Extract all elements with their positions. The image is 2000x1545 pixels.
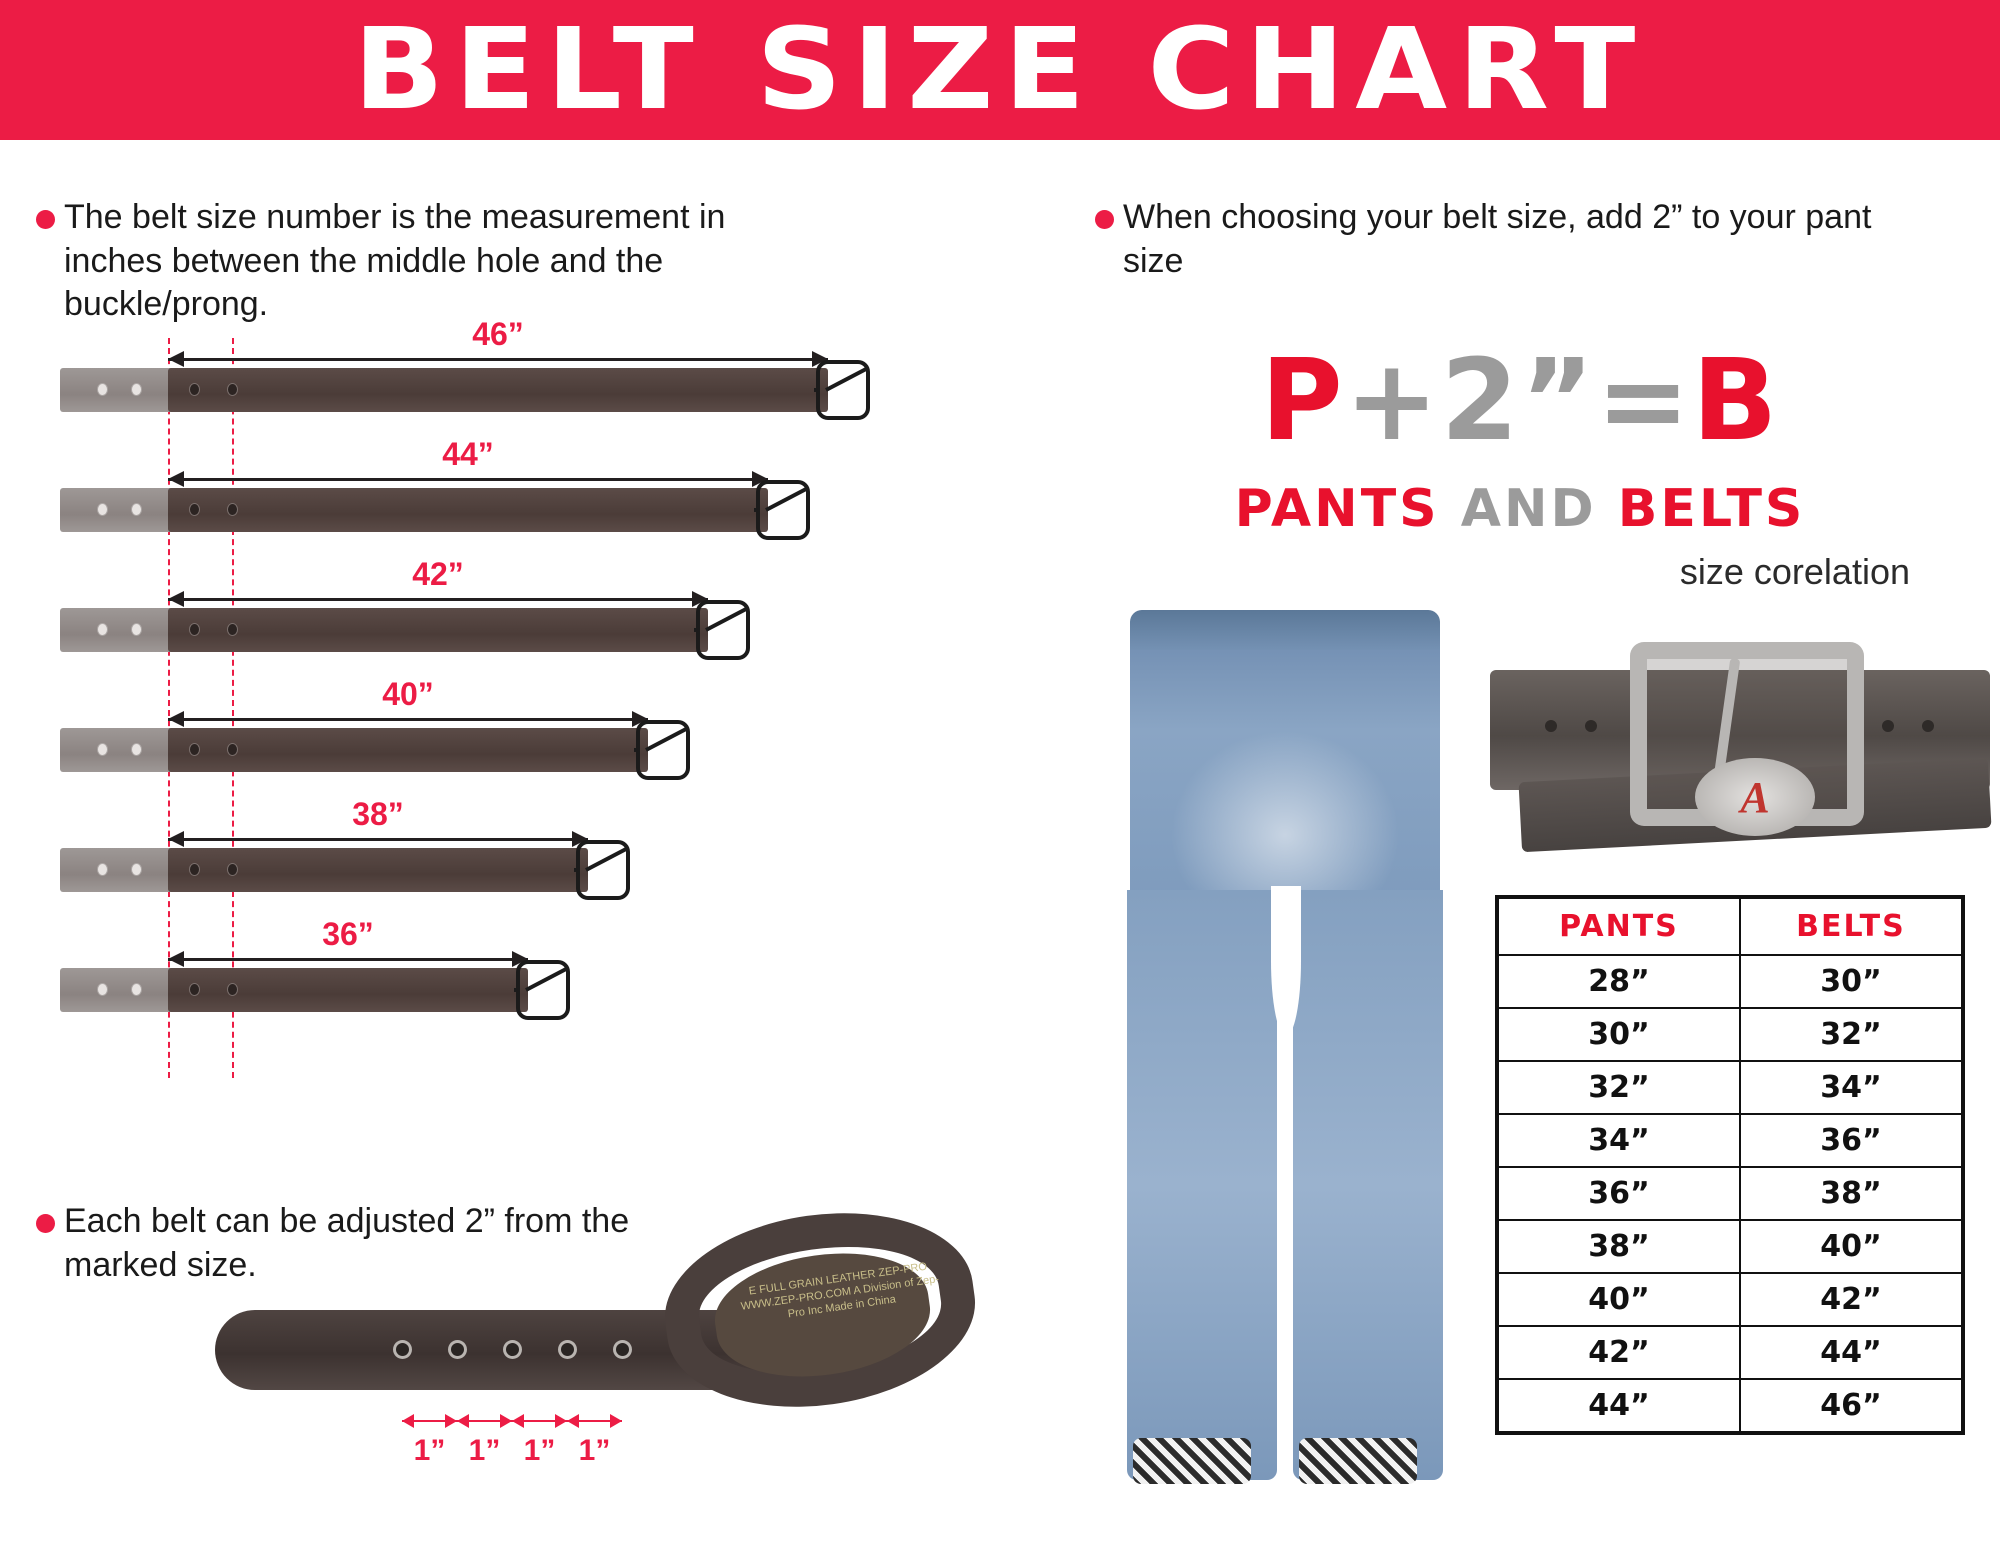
measure-46 bbox=[168, 316, 828, 366]
belt-hole bbox=[228, 504, 237, 515]
belt-hole bbox=[132, 864, 141, 875]
belt-hole bbox=[132, 384, 141, 395]
bullet-adjust-text: Each belt can be adjusted 2” from the marked size. bbox=[64, 1202, 630, 1284]
belt-hole bbox=[190, 504, 199, 515]
jeans-crotch-gap bbox=[1271, 886, 1301, 1036]
measure-line bbox=[168, 958, 528, 961]
belt-hole bbox=[228, 864, 237, 875]
belt-hole bbox=[132, 624, 141, 635]
formula-subtitle bbox=[1110, 479, 1930, 539]
column-header-pants: PANTS bbox=[1497, 897, 1740, 955]
arrow-left-icon bbox=[457, 1414, 469, 1428]
table-row bbox=[1497, 1167, 1963, 1220]
belt-hole bbox=[613, 1340, 632, 1359]
arrow-left-icon bbox=[168, 711, 184, 727]
cell-pants: 32” bbox=[1497, 1061, 1740, 1114]
cell-belts: 44” bbox=[1740, 1326, 1963, 1379]
arrow-left-icon bbox=[168, 471, 184, 487]
cell-belts: 34” bbox=[1740, 1061, 1963, 1114]
belt-buckle-icon bbox=[572, 838, 638, 902]
belt-buckle-icon bbox=[752, 478, 818, 542]
measure-label: 46” bbox=[472, 316, 524, 352]
formula-b: B bbox=[1691, 336, 1780, 466]
belt-hole bbox=[98, 744, 107, 755]
arrow-right-icon bbox=[610, 1414, 622, 1428]
belt-row bbox=[60, 436, 1060, 560]
belt-buckle-icon bbox=[692, 598, 758, 662]
belt-row bbox=[60, 916, 1060, 1040]
formula-sub-pants: PANTS bbox=[1234, 479, 1440, 539]
table-header-row bbox=[1497, 897, 1963, 955]
measure-label: 36” bbox=[322, 916, 374, 952]
belt-imprint-text: E FULL GRAIN LEATHER ZEP-PRO WWW.ZEP-PRO.COM A Division of Zep-Pro Inc Made in China bbox=[740, 1260, 940, 1320]
arrow-right-icon bbox=[555, 1414, 567, 1428]
formula-block bbox=[1110, 336, 1930, 593]
belt-logo-badge bbox=[1695, 758, 1815, 836]
belt-product-photo bbox=[1490, 620, 1990, 860]
belt-hole bbox=[132, 984, 141, 995]
bullet-add-two bbox=[1095, 196, 1885, 283]
belt-strap bbox=[168, 608, 708, 652]
adjustable-belt-illustration bbox=[215, 1235, 1005, 1495]
cell-pants: 34” bbox=[1497, 1114, 1740, 1167]
cell-pants: 40” bbox=[1497, 1273, 1740, 1326]
belt-hole bbox=[393, 1340, 412, 1359]
measure-label: 40” bbox=[382, 676, 434, 712]
belt-hole bbox=[98, 864, 107, 875]
formula-plus-two: +2” bbox=[1344, 336, 1597, 466]
belt-strap-light bbox=[60, 968, 180, 1012]
table-row bbox=[1497, 955, 1963, 1008]
belt-row bbox=[60, 316, 1060, 440]
pants-belts-size-table bbox=[1495, 895, 1965, 1435]
bullet-dot-icon bbox=[36, 1214, 55, 1233]
measure-38 bbox=[168, 796, 588, 846]
belt-strap-light bbox=[60, 848, 180, 892]
formula-p: P bbox=[1260, 336, 1345, 466]
belt-strap-light bbox=[60, 728, 180, 772]
belt-buckle-icon bbox=[512, 958, 578, 1022]
belt-hole bbox=[132, 744, 141, 755]
belt-hole bbox=[190, 984, 199, 995]
arrow-left-icon bbox=[512, 1414, 524, 1428]
belt-length-diagram bbox=[60, 316, 1060, 1080]
table-row bbox=[1497, 1008, 1963, 1061]
arrow-right-icon bbox=[500, 1414, 512, 1428]
belt-buckle-icon bbox=[632, 718, 698, 782]
belt-hole bbox=[1922, 720, 1934, 732]
formula-note: size corelation bbox=[1679, 551, 1910, 592]
belt-hole bbox=[448, 1340, 467, 1359]
belt-hole bbox=[1882, 720, 1894, 732]
page-header bbox=[0, 0, 2000, 140]
cell-pants: 42” bbox=[1497, 1326, 1740, 1379]
cell-belts: 38” bbox=[1740, 1167, 1963, 1220]
belt-hole bbox=[228, 624, 237, 635]
shoe-left-icon bbox=[1133, 1438, 1251, 1484]
belt-hole bbox=[98, 504, 107, 515]
belt-row bbox=[60, 676, 1060, 800]
cell-belts: 32” bbox=[1740, 1008, 1963, 1061]
cell-belts: 42” bbox=[1740, 1273, 1963, 1326]
belt-hole bbox=[98, 624, 107, 635]
bullet-belt-measure-text: The belt size number is the measurement in inches between the middle hole and the buckle/prong. bbox=[64, 198, 726, 324]
increment-segment bbox=[567, 1410, 622, 1467]
jeans-waistband bbox=[1130, 610, 1440, 650]
cell-pants: 28” bbox=[1497, 955, 1740, 1008]
belt-strap bbox=[168, 728, 648, 772]
cell-pants: 36” bbox=[1497, 1167, 1740, 1220]
page-title: BELT SIZE CHART bbox=[353, 5, 1647, 135]
belt-hole bbox=[558, 1340, 577, 1359]
cell-belts: 36” bbox=[1740, 1114, 1963, 1167]
belt-buckle-icon bbox=[812, 358, 878, 422]
jeans-photo bbox=[1075, 610, 1495, 1480]
belt-hole bbox=[228, 384, 237, 395]
increment-label: 1” bbox=[523, 1434, 556, 1467]
belt-hole bbox=[190, 384, 199, 395]
table-row bbox=[1497, 1326, 1963, 1379]
measure-line bbox=[168, 718, 648, 721]
bullet-dot-icon bbox=[1095, 210, 1114, 229]
jeans-left-leg bbox=[1127, 890, 1277, 1480]
cell-belts: 30” bbox=[1740, 955, 1963, 1008]
belt-strap-light bbox=[60, 608, 180, 652]
belt-row bbox=[60, 556, 1060, 680]
bullet-dot-icon bbox=[36, 210, 55, 229]
increment-label: 1” bbox=[578, 1434, 611, 1467]
measure-36 bbox=[168, 916, 528, 966]
measure-44 bbox=[168, 436, 768, 486]
cell-pants: 38” bbox=[1497, 1220, 1740, 1273]
measure-line bbox=[168, 358, 828, 361]
belt-hole bbox=[190, 624, 199, 635]
belt-strap bbox=[168, 968, 528, 1012]
belt-hole bbox=[98, 984, 107, 995]
belt-hole bbox=[503, 1340, 522, 1359]
increment-segment bbox=[512, 1410, 567, 1467]
belt-hole bbox=[228, 984, 237, 995]
formula-equation bbox=[1110, 336, 1930, 466]
column-header-belts: BELTS bbox=[1740, 897, 1963, 955]
measure-40 bbox=[168, 676, 648, 726]
belt-strap-light bbox=[60, 368, 180, 412]
measure-line bbox=[168, 478, 768, 481]
table-row bbox=[1497, 1114, 1963, 1167]
belt-logo-letter: A bbox=[1740, 772, 1770, 822]
table-row bbox=[1497, 1379, 1963, 1433]
measure-42 bbox=[168, 556, 708, 606]
measure-label: 38” bbox=[352, 796, 404, 832]
increment-label: 1” bbox=[413, 1434, 446, 1467]
cell-belts: 46” bbox=[1740, 1379, 1963, 1433]
arrow-left-icon bbox=[168, 351, 184, 367]
arrow-left-icon bbox=[402, 1414, 414, 1428]
belt-hole bbox=[98, 384, 107, 395]
cell-pants: 44” bbox=[1497, 1379, 1740, 1433]
formula-equals: = bbox=[1596, 336, 1692, 466]
table-row bbox=[1497, 1061, 1963, 1114]
cell-pants: 30” bbox=[1497, 1008, 1740, 1061]
table-row bbox=[1497, 1273, 1963, 1326]
belt-hole bbox=[1585, 720, 1597, 732]
belt-strap-light bbox=[60, 488, 180, 532]
belt-hole bbox=[132, 504, 141, 515]
arrow-left-icon bbox=[168, 591, 184, 607]
belt-hole bbox=[228, 744, 237, 755]
belt-hole bbox=[1545, 720, 1557, 732]
measure-label: 42” bbox=[412, 556, 464, 592]
formula-sub-and: AND bbox=[1460, 479, 1597, 539]
cell-belts: 40” bbox=[1740, 1220, 1963, 1273]
arrow-left-icon bbox=[168, 951, 184, 967]
increment-label: 1” bbox=[468, 1434, 501, 1467]
increment-segment bbox=[402, 1410, 457, 1467]
belt-row bbox=[60, 796, 1060, 920]
bullet-belt-measure bbox=[36, 196, 806, 327]
measure-line bbox=[168, 598, 708, 601]
arrow-left-icon bbox=[567, 1414, 579, 1428]
increment-segment bbox=[457, 1410, 512, 1467]
measure-label: 44” bbox=[442, 436, 494, 472]
belt-hole bbox=[190, 744, 199, 755]
bullet-add-two-text: When choosing your belt size, add 2” to your pant size bbox=[1123, 198, 1872, 280]
formula-sub-belts: BELTS bbox=[1617, 479, 1806, 539]
arrow-right-icon bbox=[445, 1414, 457, 1428]
arrow-left-icon bbox=[168, 831, 184, 847]
jeans-right-leg bbox=[1293, 890, 1443, 1480]
shoe-right-icon bbox=[1299, 1438, 1417, 1484]
belt-strap bbox=[168, 368, 828, 412]
measure-line bbox=[168, 838, 588, 841]
belt-strap bbox=[168, 488, 768, 532]
belt-hole bbox=[190, 864, 199, 875]
table-row bbox=[1497, 1220, 1963, 1273]
